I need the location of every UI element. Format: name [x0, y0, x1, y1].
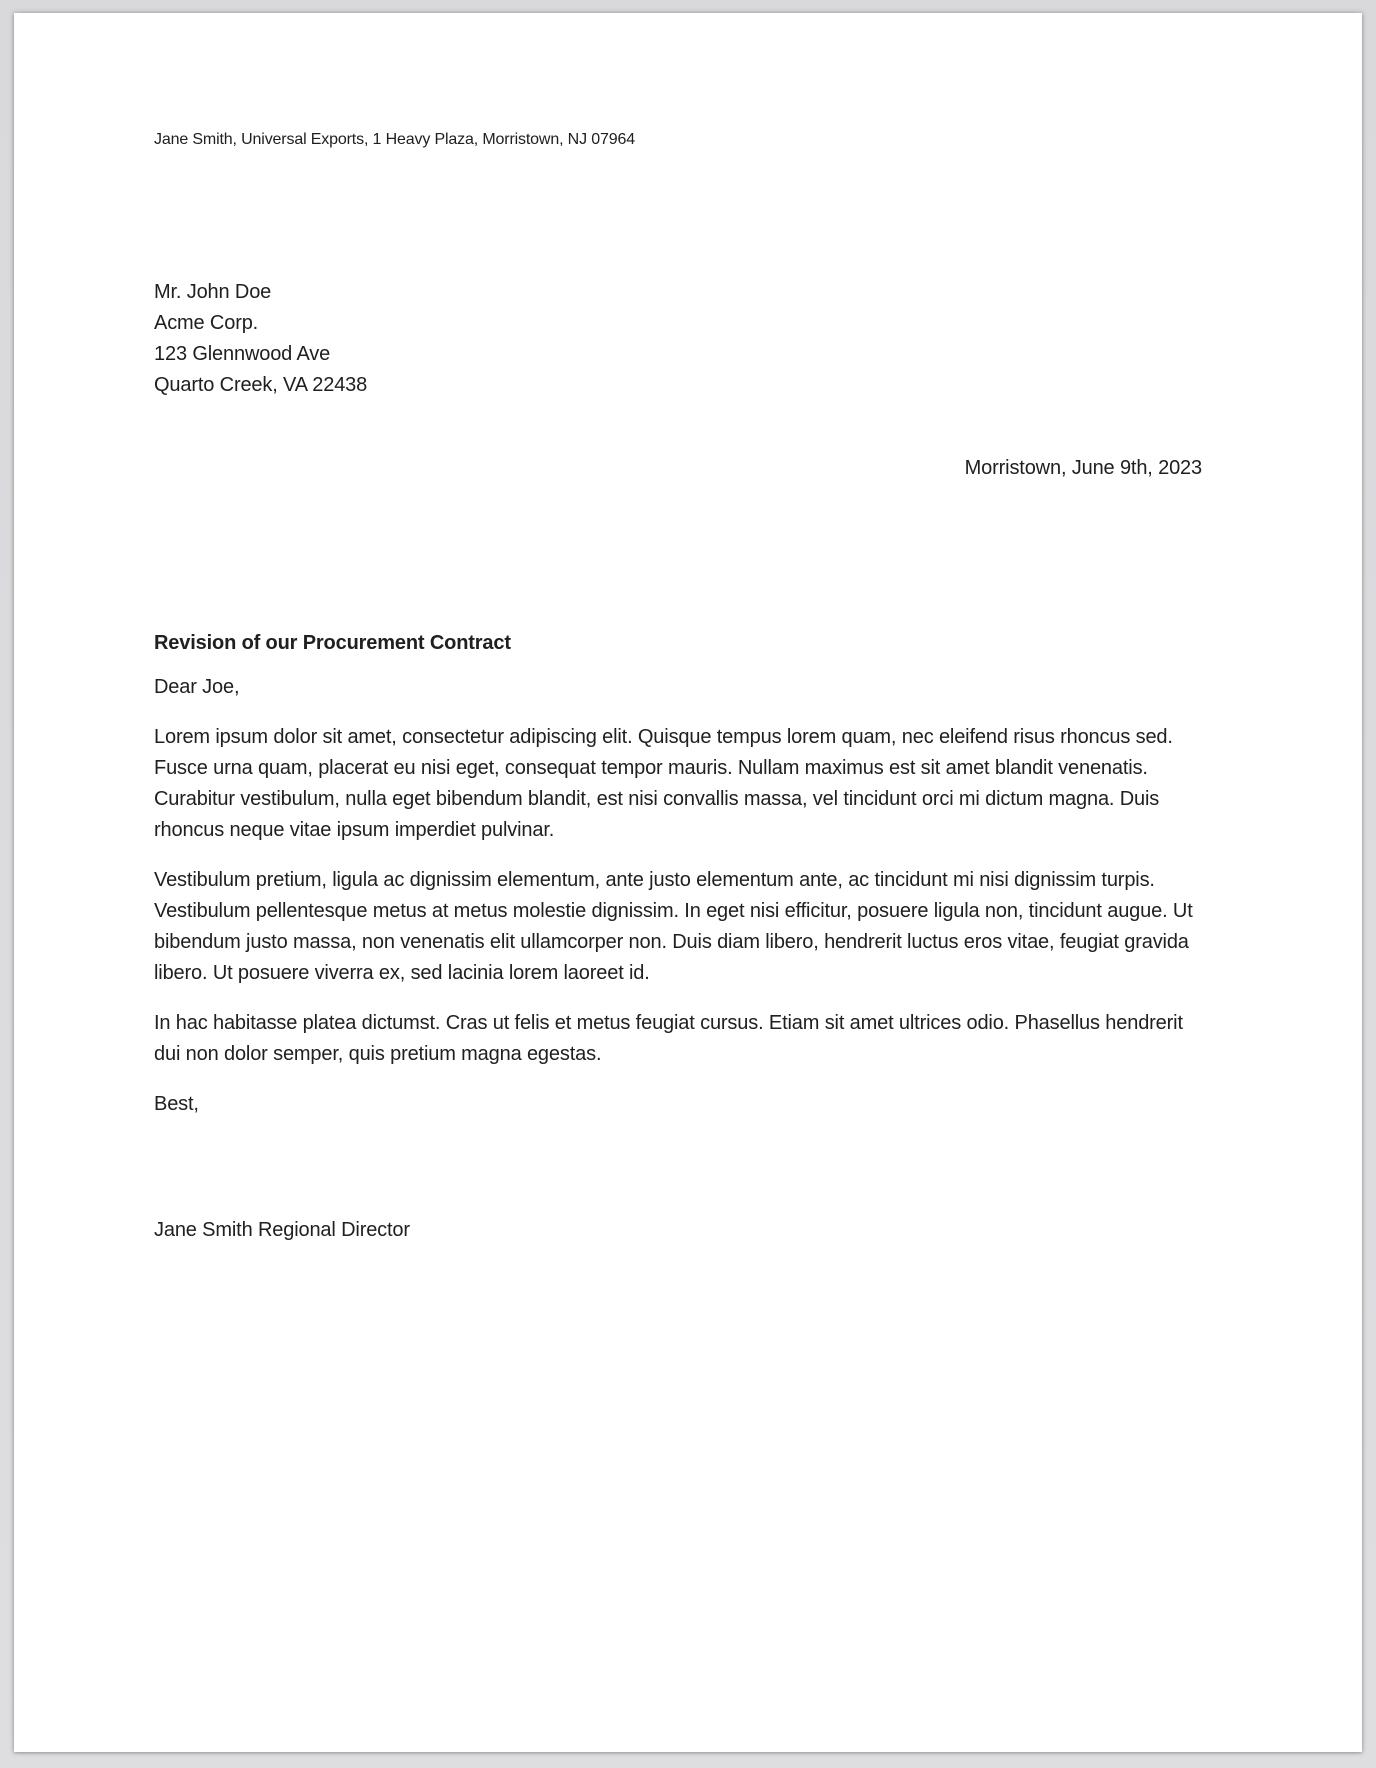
salutation: Dear Joe,: [154, 676, 240, 698]
recipient-company: Acme Corp.: [154, 312, 259, 334]
recipient-street: 123 Glennwood Ave: [154, 343, 331, 365]
body-paragraph-2: Vestibulum pretium, ligula ac dignissim elementum, ante justo elementum ante, ac tincidunt mi nisi dignissim turpis. Vestibulum pellentesque metus at metus molestie dignissim. In eget nisi efficitur, posuere ligula non, tincidunt augue. Ut bibendum justo massa, non venenatis elit ullamcorper non. Duis diam libero, hendrerit luctus eros vitae, feugiat gravida libero. Ut posuere viverra ex, sed lacinia lorem laoreet id.: [154, 869, 1193, 984]
signature-line: Jane Smith Regional Director: [154, 1219, 410, 1241]
recipient-city: Quarto Creek, VA 22438: [154, 374, 368, 396]
recipient-name: Mr. John Doe: [154, 281, 272, 303]
subject-line: Revision of our Procurement Contract: [154, 632, 511, 654]
closing: Best,: [154, 1093, 199, 1115]
body-paragraph-3: In hac habitasse platea dictumst. Cras ut felis et metus feugiat cursus. Etiam sit amet ultrices odio. Phasellus hendrerit dui non dolor semper, quis pretium magna egestas.: [154, 1012, 1183, 1065]
body-paragraph-1: Lorem ipsum dolor sit amet, consectetur adipiscing elit. Quisque tempus lorem quam, nec eleifend risus rhoncus sed. Fusce urna quam, placerat eu nisi eget, consequat tempor mauris. Nullam maximus est sit amet blandit venenatis. Curabitur vestibulum, nulla eget bibendum blandit, est nisi convallis massa, vel tincidunt orci mi dictum magna. Duis rhoncus neque vitae ipsum imperdiet pulvinar.: [154, 726, 1173, 841]
letter-page: [14, 13, 1362, 1752]
date-line: Morristown, June 9th, 2023: [964, 457, 1202, 479]
recipient-address-block: [154, 277, 1202, 401]
sender-line: Jane Smith, Universal Exports, 1 Heavy Plaza, Morristown, NJ 07964: [154, 131, 635, 148]
letter-content: [14, 13, 1362, 1752]
